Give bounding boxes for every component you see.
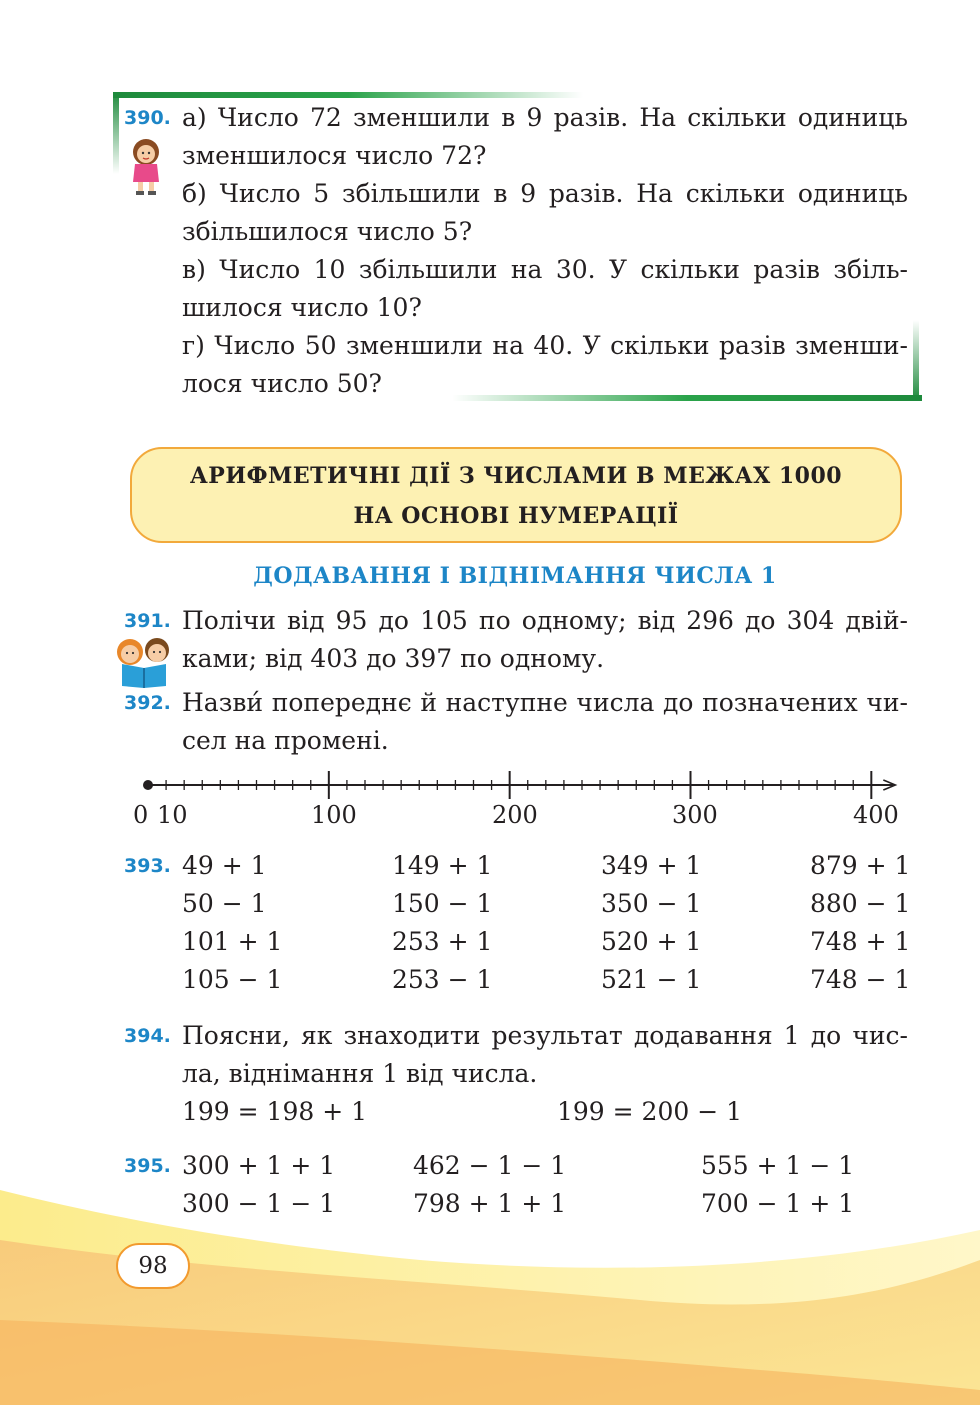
children-reading-icon (112, 636, 176, 688)
expression: 253 + 1 (392, 927, 493, 956)
exercise-text-line: шилося число 10? (182, 293, 422, 322)
page-number: 98 (116, 1243, 190, 1289)
frame-right-bar (913, 320, 919, 400)
expression: 49 + 1 (182, 851, 267, 880)
expression: 50 − 1 (182, 889, 267, 918)
exercise-number: 391. (124, 610, 171, 632)
number-line-label: 100 (311, 801, 357, 829)
exercise-number: 395. (124, 1155, 171, 1177)
exercise-number: 393. (124, 855, 171, 877)
expression: 253 − 1 (392, 965, 493, 994)
number-line-label: 300 (672, 801, 718, 829)
expression: 880 − 1 (810, 889, 911, 918)
expression: 300 − 1 − 1 (182, 1189, 336, 1218)
expression: 520 + 1 (601, 927, 702, 956)
section-heading-line: НА ОСНОВІ НУМЕРАЦІЇ (353, 503, 679, 529)
expression: 101 + 1 (182, 927, 283, 956)
exercise-text-line: б) Число 5 збільшили в 9 разів. На скільки одиниць (182, 179, 908, 208)
expression: 300 + 1 + 1 (182, 1151, 336, 1180)
expression: 879 + 1 (810, 851, 911, 880)
expression: 748 + 1 (810, 927, 911, 956)
exercise-number: 394. (124, 1025, 171, 1047)
number-line-label: 200 (492, 801, 538, 829)
exercise-text-line: а) Число 72 зменшили в 9 разів. На скільки одиниць (182, 103, 908, 132)
expression: 798 + 1 + 1 (413, 1189, 567, 1218)
exercise-text-line: збільшилося число 5? (182, 217, 473, 246)
expression: 199 = 200 − 1 (557, 1097, 743, 1126)
exercise-number: 390. (124, 107, 171, 129)
exercise-number: 392. (124, 692, 171, 714)
exercise-text-line: Полічи від 95 до 105 по одному; від 296 до 304 двій- (182, 606, 908, 635)
section-title: ДОДАВАННЯ І ВІДНІМАННЯ ЧИСЛА 1 (253, 563, 777, 589)
exercise-text-line: в) Число 10 збільшили на 30. У скільки разів збіль- (182, 255, 908, 284)
expression: 105 − 1 (182, 965, 283, 994)
exercise-text-line: лося число 50? (182, 369, 382, 398)
frame-top-bar (113, 92, 583, 98)
expression: 700 − 1 + 1 (701, 1189, 855, 1218)
section-heading-box (130, 447, 902, 543)
exercise-text-line: ла, віднімання 1 від числа. (182, 1059, 538, 1088)
frame-left-bar (113, 92, 119, 174)
number-line-label: 400 (853, 801, 899, 829)
expression: 349 + 1 (601, 851, 702, 880)
expression: 150 − 1 (392, 889, 493, 918)
exercise-text-line: сел на промені. (182, 726, 389, 755)
expression: 149 + 1 (392, 851, 493, 880)
expression: 521 − 1 (601, 965, 702, 994)
expression: 199 = 198 + 1 (182, 1097, 368, 1126)
section-heading-line: АРИФМЕТИЧНІ ДІЇ З ЧИСЛАМИ В МЕЖАХ 1000 (189, 463, 843, 489)
exercise-text-line: зменшилося число 72? (182, 141, 487, 170)
exercise-text-line: Назви́ попереднє й наступне числа до позначених чи- (182, 688, 908, 717)
expression: 748 − 1 (810, 965, 911, 994)
expression: 462 − 1 − 1 (413, 1151, 567, 1180)
number-line-origin-point (143, 780, 153, 790)
number-line-label: 10 (157, 801, 188, 829)
exercise-text-line: ками; від 403 до 397 по одному. (182, 644, 605, 673)
girl-icon (128, 138, 164, 196)
expression: 350 − 1 (601, 889, 702, 918)
frame-bottom-bar (452, 395, 922, 401)
expression: 555 + 1 − 1 (701, 1151, 855, 1180)
exercise-text-line: Поясни, як знаходити результат додавання 1 до чис- (182, 1021, 908, 1050)
number-line-label: 0 (133, 801, 149, 829)
exercise-text-line: г) Число 50 зменшили на 40. У скільки разів зменши- (182, 331, 908, 360)
